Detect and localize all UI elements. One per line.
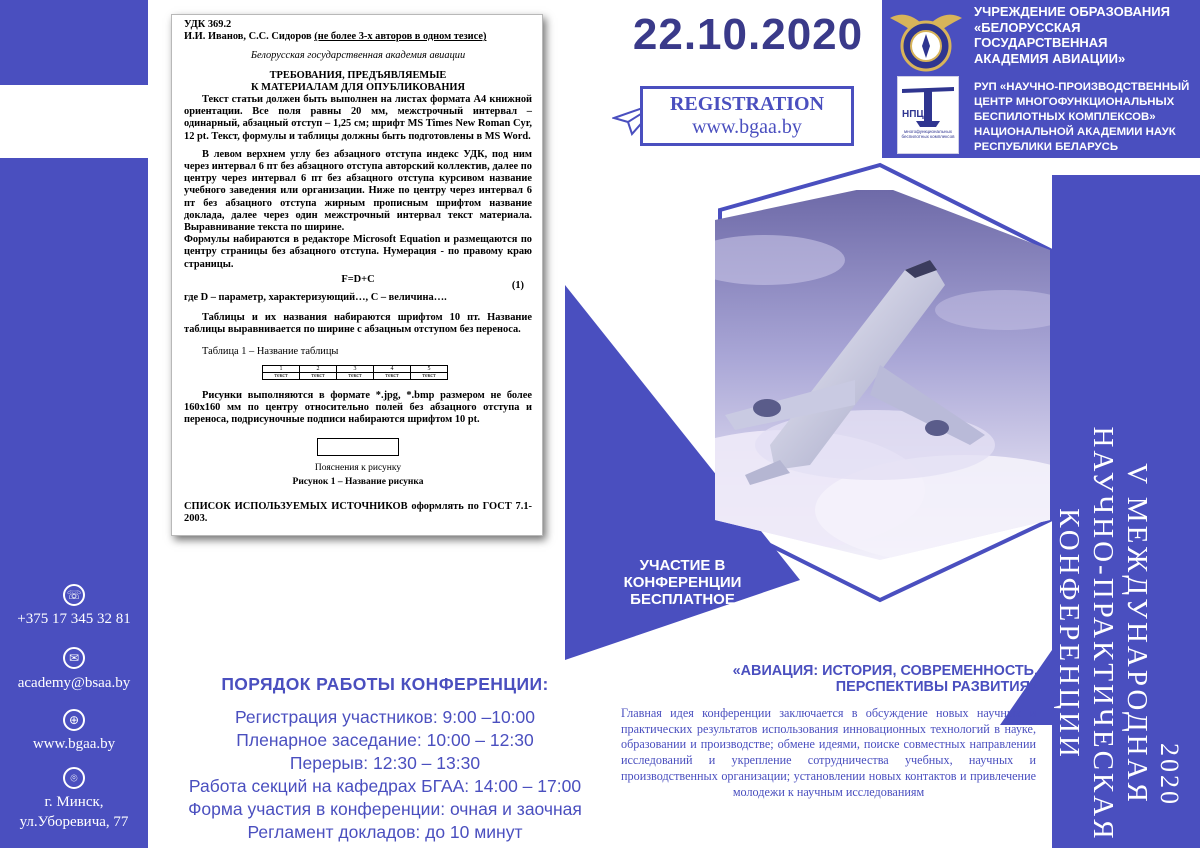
event-date: 22.10.2020 — [632, 10, 864, 59]
conference-description: Главная идея конференции заключается в обсуждение новых научных и практических результатов использования инновационных технологий в науке, образовании и производстве; обмене идеями, поиске совместных направлении исследований и укрепление сотрудничества учебных, научных и производственных организации; установлении новых контактов и привлечение молодежи к научным исследованиям — [621, 706, 1036, 799]
schedule-item: Перерыв: 12:30 – 13:30 — [289, 753, 481, 773]
table-cell: 2 — [300, 365, 337, 372]
org2-name — [974, 80, 1198, 155]
table-cell: текст — [337, 372, 374, 379]
table-row — [263, 365, 448, 372]
globe-icon: ⊕ — [63, 709, 85, 731]
email-address[interactable]: academy@bsaa.by — [17, 675, 131, 691]
theme-line: ПЕРСПЕКТИВЫ РАЗВИТИЯ» — [835, 679, 1038, 695]
schedule-title: ПОРЯДОК РАБОТЫ КОНФЕРЕНЦИИ: — [221, 674, 549, 694]
conference-year-vertical — [1124, 743, 1200, 807]
org2-line: БЕСПИЛОТНЫХ КОМПЛЕКСОВ» — [974, 111, 1156, 123]
doc-udk: УДК 369.2 — [184, 19, 232, 30]
org1-line: «БЕЛОРУССКАЯ — [974, 19, 1081, 35]
schedule-item: Регламент докладов: до 10 минут — [247, 822, 523, 842]
participation-line: БЕСПЛАТНОЕ — [630, 591, 735, 608]
email-icon: ✉ — [63, 647, 85, 669]
doc-heading-line1: ТРЕБОВАНИЯ, ПРЕДЪЯВЛЯЕМЫЕ — [269, 69, 447, 81]
address-line1: г. Минск, — [44, 794, 104, 810]
doc-affiliation: Белорусская государственная академия авиации — [250, 50, 466, 62]
contact-phone[interactable] — [0, 584, 148, 644]
npc-logo-text: НПЦ — [902, 109, 924, 120]
table-cell: текст — [300, 372, 337, 379]
doc-authors-names: И.И. Иванов, С.С. Сидоров — [184, 31, 312, 43]
doc-authors — [184, 31, 532, 43]
conference-title-line: НАУЧНО-ПРАКТИЧЕСКАЯ — [1087, 426, 1119, 842]
table-cell: 3 — [337, 365, 374, 372]
org2-line: РУП «НАУЧНО-ПРОИЗВОДСТВЕННЫЙ — [974, 81, 1190, 93]
contact-site[interactable] — [0, 709, 148, 765]
schedule-item: Регистрация участников: 9:00 –10:00 — [234, 707, 536, 727]
schedule-item: Работа секций на кафедрах БГАА: 14:00 – 17:00 — [188, 776, 582, 796]
org2-line: НАЦИОНАЛЬНОЙ АКАДЕМИИ НАУК — [974, 126, 1176, 138]
participation-line: КОНФЕРЕНЦИИ — [623, 574, 742, 591]
doc-paragraph: Таблицы и их названия набираются шрифтом 10 пт. Название таблицы выравнивается по ширине с абзацным отступом без переноса. — [184, 312, 532, 336]
table-cell: 5 — [411, 365, 448, 372]
doc-figure-placeholder — [317, 438, 399, 456]
theme-line: «АВИАЦИЯ: ИСТОРИЯ, СОВРЕМЕННОСТЬ, — [732, 663, 1038, 679]
doc-table-caption: Таблица 1 – Название таблицы — [202, 346, 339, 358]
npc-logo — [897, 76, 959, 154]
conference-year: 2020 — [1155, 743, 1184, 807]
registration-url[interactable]: www.bgaa.by — [692, 116, 802, 138]
npc-logo-caption: многофункциональных беспилотных комплексов — [901, 129, 955, 139]
phone-icon: ☏ — [63, 584, 85, 606]
schedule-item: Форма участия в конференции: очная и заочная — [188, 799, 582, 819]
doc-figure-caption: Рисунок 1 – Название рисунка — [292, 477, 424, 488]
conference-title-line: КОНФЕРЕНЦИИ — [1053, 508, 1085, 760]
org2-line: ЦЕНТР МНОГОФУНКЦИОНАЛЬНЫХ — [974, 96, 1175, 108]
doc-references: СПИСОК ИСПОЛЬЗУЕМЫХ ИСТОЧНИКОВ оформлять по ГОСТ 7.1-2003. — [184, 500, 532, 524]
conference-title-line: V МЕЖДУНАРОДНАЯ — [1121, 463, 1153, 805]
org1-line: УЧРЕЖДЕНИЕ ОБРАЗОВАНИЯ — [974, 4, 1170, 19]
table-cell: 4 — [374, 365, 411, 372]
doc-paragraph: В левом верхнем углу без абзацного отступа индекс УДК, под ним через интервал 6 пт без абзацного отступа авторский коллектив, далее по центру через интервал 6 пт без абзацного отступа курсивом название учебного заведения или организации. Ниже по центру через интервал 6 пт без абзацного отступа жирным прописным шрифтом название доклада, далее через один межстрочный интервал текст материала. Выравнивание текста по ширине. — [184, 148, 532, 234]
doc-heading-line2: К МАТЕРИАЛАМ ДЛЯ ОПУБЛИКОВАНИЯ — [251, 81, 465, 93]
table-cell: текст — [411, 372, 448, 379]
doc-paragraph: Текст статьи должен быть выполнен на листах формата А4 книжной ориентации. Все поля равны 20 мм, межстрочный интервал – одинарный, абзацный отступ – 1,25 см; шрифт MS Times New Roman Cyr, 12 pt. Текст, формулы и таблицы должны быть подготовлены в MS Word. — [184, 94, 532, 142]
table-row — [263, 372, 448, 379]
address-line2: ул.Уборевича, 77 — [19, 814, 129, 830]
participation-line: УЧАСТИЕ В — [639, 557, 726, 574]
phone-number[interactable]: +375 17 345 32 81 — [17, 611, 131, 627]
registration-label: REGISTRATION — [669, 93, 825, 115]
doc-figure-note: Пояснения к рисунку — [314, 463, 402, 474]
org1-name — [974, 4, 1198, 66]
doc-table — [262, 365, 448, 380]
doc-formula-row — [184, 273, 532, 291]
conference-title-block — [1046, 405, 1154, 863]
doc-paragraph: Рисунки выполняются в формате *.jpg, *.bmp размером не более 160x160 мм по центру относительно полей без абзацного отступа и переноса, подрисуночные подписи набираются шрифтом 10 pt. — [184, 389, 532, 426]
airplane-photo — [705, 190, 1050, 560]
schedule-list — [165, 706, 605, 844]
org2-line: РЕСПУБЛИКИ БЕЛАРУСЬ — [974, 141, 1119, 153]
doc-formula: F=D+C — [341, 273, 375, 285]
contact-address — [0, 767, 148, 831]
org1-line: ГОСУДАРСТВЕННАЯ — [974, 35, 1108, 50]
academy-emblem-icon — [888, 4, 964, 74]
doc-authors-note: (не более 3-х авторов в одном тезисе) — [314, 31, 487, 43]
table-cell: 1 — [263, 365, 300, 372]
contact-email[interactable] — [0, 647, 148, 709]
doc-paragraph: Формулы набираются в редакторе Microsoft Equation и размещаются по центру страницы без абзацного отступа. Нумерация - по правому краю страницы. — [184, 234, 532, 270]
org1-line: АКАДЕМИЯ АВИАЦИИ» — [974, 50, 1126, 66]
location-icon: ⌾ — [63, 767, 85, 789]
doc-formula-desc: где D – параметр, характеризующий…, C – величина…. — [184, 291, 447, 303]
participation-note — [600, 557, 765, 608]
contacts — [0, 584, 148, 831]
doc-formula-number: (1) — [511, 279, 524, 291]
template-document — [171, 14, 543, 536]
schedule-item: Пленарное заседание: 10:00 – 12:30 — [236, 730, 534, 750]
website[interactable]: www.bgaa.by — [32, 736, 116, 752]
registration-box[interactable] — [640, 86, 854, 146]
table-cell: текст — [263, 372, 300, 379]
table-cell: текст — [374, 372, 411, 379]
